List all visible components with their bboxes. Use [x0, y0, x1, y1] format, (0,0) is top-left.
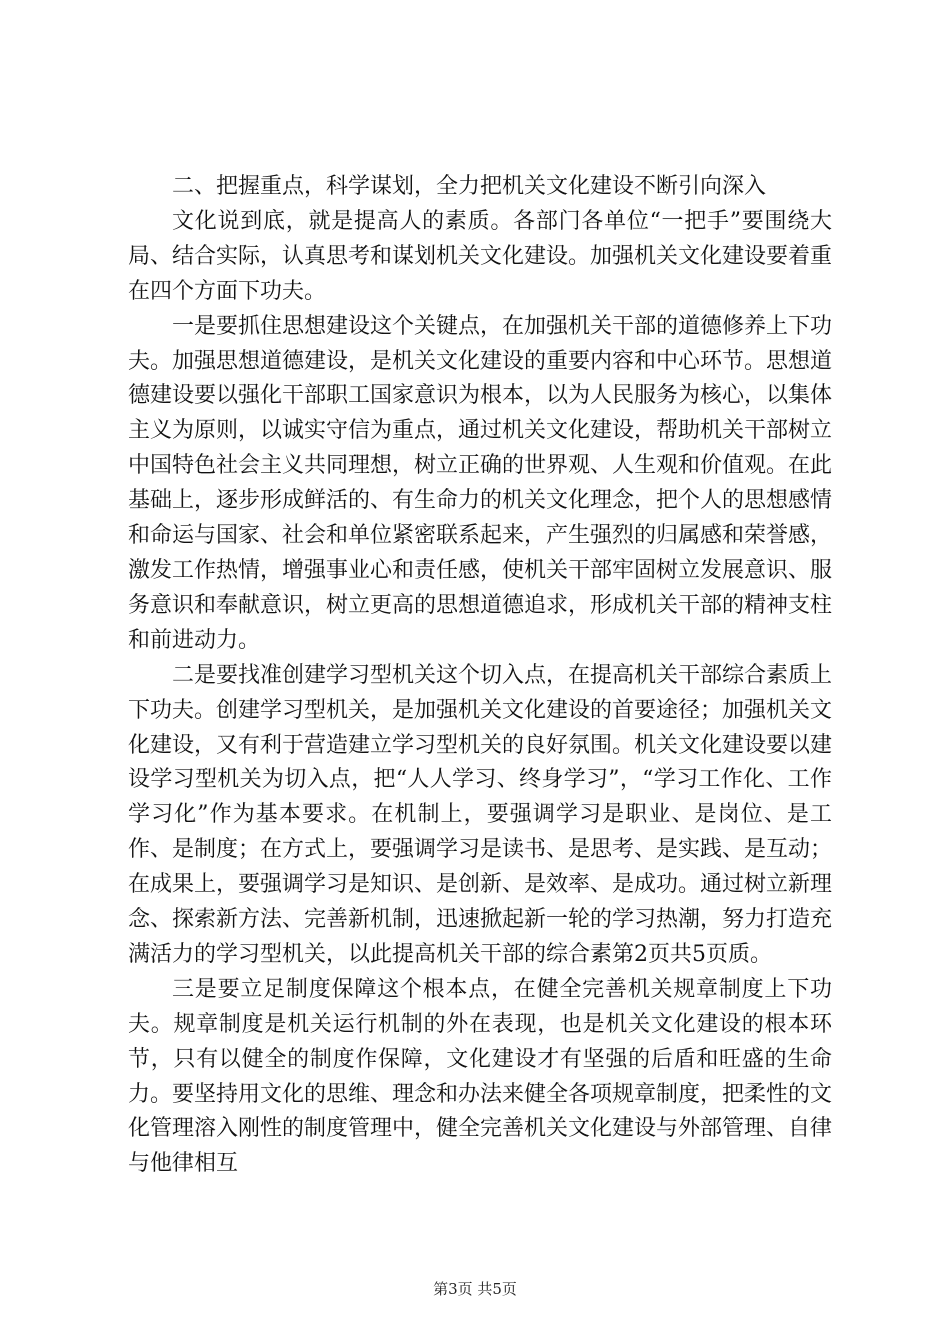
- document-body: [128, 170, 832, 1182]
- body-paragraph: 三是要立足制度保障这个根本点，在健全完善机关规章制度上下功夫。规章制度是机关运行机制的外在表现，也是机关文化建设的根本环节，只有以健全的制度作保障，文化建设才有坚强的后盾和旺盛的生命力。要坚持用文化的思维、理念和办法来健全各项规章制度，把柔性的文化管理溶入刚性的制度管理中，健全完善机关文化建设与外部管理、自律与他律相互: [128, 976, 833, 1177]
- body-paragraph: 二是要找准创建学习型机关这个切入点，在提高机关干部综合素质上下功夫。创建学习型机关，是加强机关文化建设的首要途径；加强机关文化建设，又有利于营造建立学习型机关的良好氛围。机关文化建设要以建设学习型机关为切入点，把“人人学习、终身学习”，“学习工作化、工作学习化”作为基本要求。在机制上，要强调学习是职业、是岗位、是工作、是制度；在方式上，要强调学习是读书、是思考、是实践、是互动；在成果上，要强调学习是知识、是创新、是效率、是成功。通过树立新理念、探索新方法、完善新机制，迅速掀起新一轮的学习热潮，努力打造充满活力的学习型机关，以此提高机关干部的综合素第2页共5页质。: [128, 662, 833, 967]
- body-paragraph: 一是要抓住思想建设这个关键点，在加强机关干部的道德修养上下功夫。加强思想道德建设，是机关文化建设的重要内容和中心环节。思想道德建设要以强化干部职工国家意识为根本，以为人民服务为核心，以集体主义为原则，以诚实守信为重点，通过机关文化建设，帮助机关干部树立中国特色社会主义共同理想，树立正确的世界观、人生观和价值观。在此基础上，逐步形成鲜活的、有生命力的机关文化理念，把个人的思想感情和命运与国家、社会和单位紧密联系起来，产生强烈的归属感和荣誉感，激发工作热情，增强事业心和责任感，使机关干部牢固树立发展意识、服务意识和奉献意识，树立更高的思想道德追求，形成机关干部的精神支柱和前进动力。: [128, 313, 833, 653]
- body-paragraph: 文化说到底，就是提高人的素质。各部门各单位“一把手”要围绕大局、结合实际，认真思考和谋划机关文化建设。加强机关文化建设要着重在四个方面下功夫。: [128, 208, 833, 304]
- section-heading: 二、把握重点，科学谋划，全力把机关文化建设不断引向深入: [172, 174, 767, 199]
- page-footer: 第3页 共5页: [433, 1280, 517, 1298]
